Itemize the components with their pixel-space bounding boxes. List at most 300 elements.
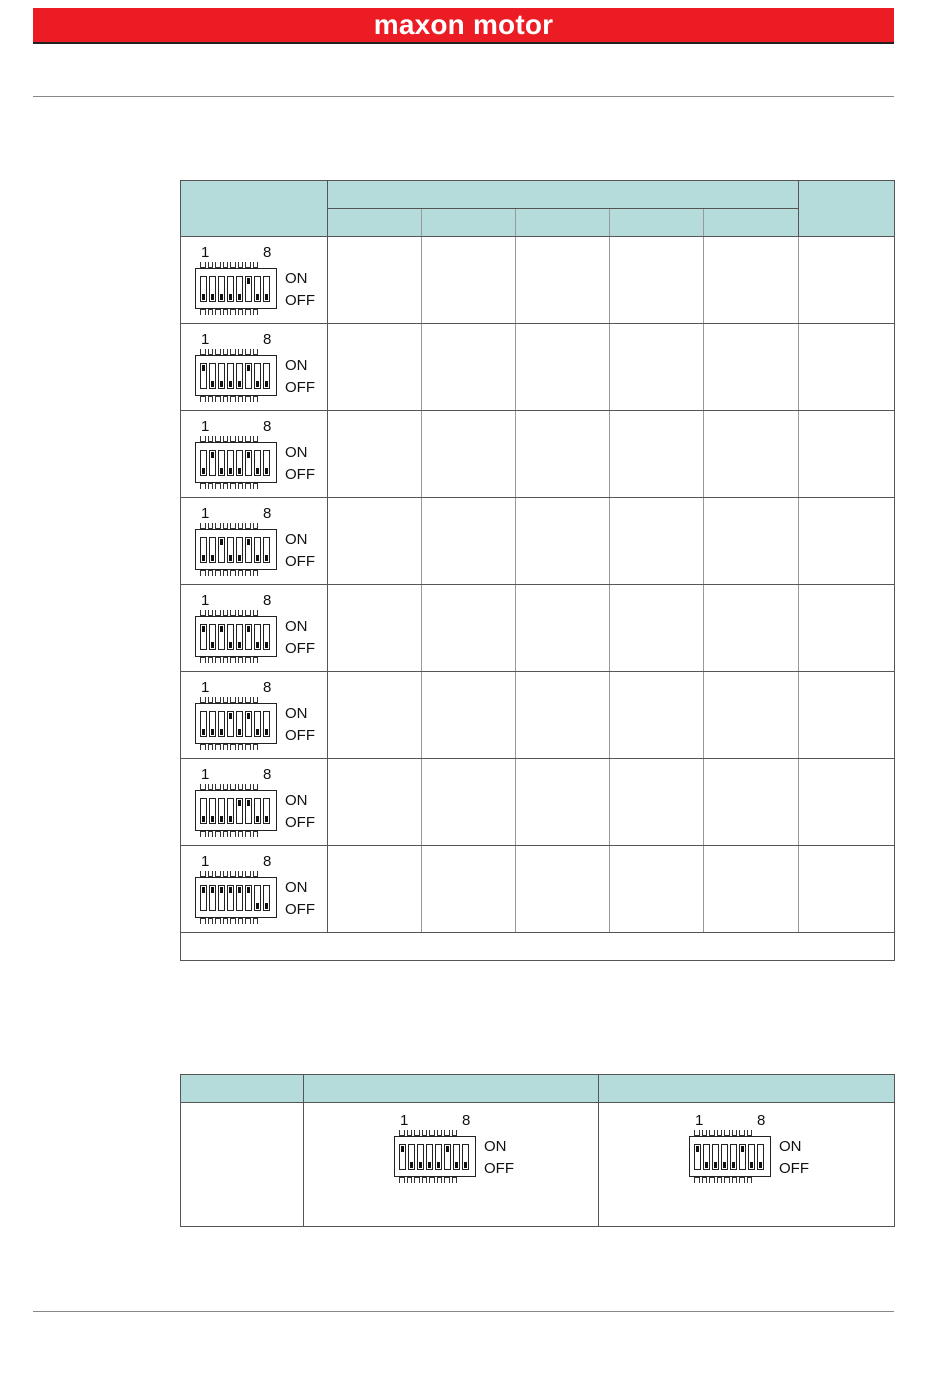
table-cell <box>328 759 422 846</box>
pin <box>245 918 251 924</box>
pin <box>223 309 229 315</box>
switch-8 <box>263 624 270 650</box>
switch-knob-off <box>265 729 268 735</box>
switch-number-last: 8 <box>757 1112 766 1129</box>
switch-1 <box>200 711 207 737</box>
pin <box>399 1177 405 1183</box>
footer-divider <box>33 1311 894 1312</box>
off-label: OFF <box>285 292 315 309</box>
switch-knob-off <box>229 294 232 300</box>
switch-5 <box>435 1144 442 1170</box>
switch-2 <box>209 276 216 302</box>
switch-knob-off <box>265 903 268 909</box>
pin <box>230 483 236 489</box>
switch-4 <box>227 885 234 911</box>
pin <box>253 309 259 315</box>
pin <box>215 918 221 924</box>
pins-bottom <box>200 831 276 837</box>
pin <box>230 744 236 750</box>
table-cell <box>799 585 895 672</box>
switch-knob-off <box>229 381 232 387</box>
dip-switch-table-2 <box>180 1074 895 1227</box>
switch-7 <box>254 798 261 824</box>
switch-knob-off <box>202 816 205 822</box>
switch-knob-on <box>229 713 232 719</box>
table-cell <box>422 759 516 846</box>
table-row <box>181 672 895 759</box>
brand-header <box>33 8 894 44</box>
switch-knob-off <box>265 816 268 822</box>
switch-knob-off <box>265 294 268 300</box>
table-cell <box>704 237 799 324</box>
table-cell <box>610 324 704 411</box>
pin <box>230 831 236 837</box>
table-footer-row <box>181 933 895 961</box>
switch-number-first: 1 <box>201 244 210 261</box>
table-row <box>181 498 895 585</box>
pin <box>215 831 221 837</box>
pin <box>200 309 206 315</box>
switch-knob-off <box>455 1162 458 1168</box>
switch-2 <box>209 798 216 824</box>
table-row <box>181 585 895 672</box>
switch-4 <box>426 1144 433 1170</box>
table-cell <box>799 672 895 759</box>
switch-knob-off <box>238 642 241 648</box>
dip-switch-body <box>195 703 277 744</box>
table-cell <box>799 498 895 585</box>
switch-knob-on <box>229 887 232 893</box>
on-label: ON <box>285 444 308 461</box>
switch-3 <box>218 711 225 737</box>
pin <box>238 831 244 837</box>
switch-7 <box>254 885 261 911</box>
off-label: OFF <box>285 553 315 570</box>
switch-5 <box>236 624 243 650</box>
switch-2 <box>703 1144 710 1170</box>
dip-switch <box>193 854 323 928</box>
switch-knob-off <box>714 1162 717 1168</box>
header-cell <box>304 1075 599 1103</box>
switch-knob-off <box>419 1162 422 1168</box>
switch-knob-on <box>220 887 223 893</box>
switch-5 <box>236 711 243 737</box>
switch-knob-off <box>410 1162 413 1168</box>
table-cell <box>704 846 799 933</box>
switch-6 <box>444 1144 451 1170</box>
pin <box>709 1177 715 1183</box>
table-cell <box>704 324 799 411</box>
table-cell <box>704 672 799 759</box>
table-cell <box>422 585 516 672</box>
switch-4 <box>721 1144 728 1170</box>
switch-knob-off <box>202 294 205 300</box>
dip-switch-body <box>689 1136 771 1177</box>
switch-3 <box>218 537 225 563</box>
switch-5 <box>236 798 243 824</box>
table-cell <box>704 585 799 672</box>
on-label: ON <box>484 1138 507 1155</box>
switch-knob-off <box>256 555 259 561</box>
header-cell <box>599 1075 895 1103</box>
switch-8 <box>757 1144 764 1170</box>
switch-knob-off <box>202 468 205 474</box>
off-label: OFF <box>285 814 315 831</box>
table-cell <box>516 846 610 933</box>
header-cell-group <box>328 181 799 209</box>
switch-5 <box>236 450 243 476</box>
switch-knob-off <box>229 555 232 561</box>
switch-knob-off <box>238 468 241 474</box>
header-cell <box>181 1075 304 1103</box>
switch-knob-off <box>220 729 223 735</box>
switch-knob-on <box>202 626 205 632</box>
pin <box>238 657 244 663</box>
table-cell <box>422 846 516 933</box>
table-cell <box>610 411 704 498</box>
off-label: OFF <box>779 1160 809 1177</box>
switch-5 <box>236 537 243 563</box>
switch-knob-off <box>220 816 223 822</box>
pin <box>208 309 214 315</box>
pin <box>724 1177 730 1183</box>
pin <box>238 396 244 402</box>
switch-knob-on <box>238 800 241 806</box>
pin <box>215 657 221 663</box>
switch-3 <box>417 1144 424 1170</box>
table-row <box>181 237 895 324</box>
switch-4 <box>227 537 234 563</box>
switch-3 <box>218 885 225 911</box>
off-label: OFF <box>285 640 315 657</box>
pin <box>238 570 244 576</box>
on-label: ON <box>285 270 308 287</box>
switch-cell <box>181 672 328 759</box>
table-cell <box>704 759 799 846</box>
switch-3 <box>218 798 225 824</box>
switch-knob-on <box>446 1146 449 1152</box>
dip-switch <box>193 419 323 493</box>
switch-knob-off <box>759 1162 762 1168</box>
pin <box>245 396 251 402</box>
pin <box>215 309 221 315</box>
switch-4 <box>227 798 234 824</box>
pin <box>223 657 229 663</box>
switch-knob-off <box>464 1162 467 1168</box>
switch-knob-off <box>705 1162 708 1168</box>
pin <box>414 1177 420 1183</box>
switch-7 <box>254 276 261 302</box>
pin <box>238 744 244 750</box>
switch-knob-off <box>211 294 214 300</box>
pins-bottom <box>200 744 276 750</box>
switch-knob-off <box>229 468 232 474</box>
switch-knob-off <box>256 468 259 474</box>
pin <box>437 1177 443 1183</box>
switch-cell <box>181 237 328 324</box>
pin <box>200 831 206 837</box>
pin <box>452 1177 458 1183</box>
switch-8 <box>263 798 270 824</box>
switch-6 <box>245 450 252 476</box>
switch-knob-off <box>211 555 214 561</box>
switch-1 <box>200 450 207 476</box>
pin <box>208 483 214 489</box>
pin <box>732 1177 738 1183</box>
switch-knob-off <box>265 381 268 387</box>
table-row <box>181 411 895 498</box>
table-cell <box>422 324 516 411</box>
switch-1 <box>200 276 207 302</box>
table-footer-cell <box>181 933 895 961</box>
pin <box>245 570 251 576</box>
switch-4 <box>227 363 234 389</box>
pin <box>238 483 244 489</box>
switch-knob-off <box>202 729 205 735</box>
switch-number-first: 1 <box>201 679 210 696</box>
dip-switch-body <box>195 355 277 396</box>
off-label: OFF <box>285 379 315 396</box>
switch-knob-on <box>247 713 250 719</box>
switch-cell <box>181 585 328 672</box>
switch-knob-on <box>211 452 214 458</box>
switch-4 <box>227 624 234 650</box>
switch-7 <box>254 363 261 389</box>
pin <box>208 570 214 576</box>
pin <box>223 483 229 489</box>
pin <box>429 1177 435 1183</box>
switch-2 <box>209 711 216 737</box>
dip-switch <box>392 1113 522 1187</box>
pins-bottom <box>694 1177 770 1183</box>
pin <box>253 396 259 402</box>
switch-1 <box>694 1144 701 1170</box>
switch-cell <box>181 411 328 498</box>
switch-3 <box>218 450 225 476</box>
pins-bottom <box>200 570 276 576</box>
header-subcell <box>328 209 422 237</box>
switch-cell <box>181 498 328 585</box>
pin <box>208 831 214 837</box>
switch-knob-off <box>229 816 232 822</box>
switch-knob-on <box>211 887 214 893</box>
switch-knob-off <box>750 1162 753 1168</box>
switch-7 <box>254 624 261 650</box>
brand-logo: maxon motor <box>373 9 554 40</box>
pin <box>215 483 221 489</box>
on-label: ON <box>779 1138 802 1155</box>
header-subcell <box>610 209 704 237</box>
pin <box>200 657 206 663</box>
switch-knob-on <box>247 278 250 284</box>
header-cell-switch <box>181 181 328 237</box>
pin <box>245 657 251 663</box>
header-subcell <box>516 209 610 237</box>
switch-knob-on <box>247 800 250 806</box>
pin <box>407 1177 413 1183</box>
switch-7 <box>254 450 261 476</box>
switch-knob-off <box>723 1162 726 1168</box>
switch-knob-off <box>211 729 214 735</box>
switch-1 <box>200 798 207 824</box>
switch-7 <box>254 537 261 563</box>
header-divider <box>33 96 894 97</box>
dip-switch-body <box>394 1136 476 1177</box>
header-subcell <box>704 209 799 237</box>
switch-knob-on <box>220 539 223 545</box>
pin <box>717 1177 723 1183</box>
dip-switch <box>193 245 323 319</box>
switch-knob-on <box>247 539 250 545</box>
pin <box>200 918 206 924</box>
switch-knob-on <box>202 887 205 893</box>
pin <box>230 918 236 924</box>
switch-cell <box>181 324 328 411</box>
switch-knob-on <box>401 1146 404 1152</box>
switch-8 <box>263 450 270 476</box>
switch-8 <box>263 711 270 737</box>
table-cell <box>516 411 610 498</box>
pin <box>245 744 251 750</box>
switch-knob-off <box>238 555 241 561</box>
pin <box>200 570 206 576</box>
table-cell <box>799 324 895 411</box>
switch-8 <box>462 1144 469 1170</box>
table-row <box>181 846 895 933</box>
table-cell <box>422 411 516 498</box>
switch-knob-off <box>238 381 241 387</box>
switch-2 <box>209 450 216 476</box>
switch-number-first: 1 <box>201 592 210 609</box>
switch-knob-on <box>741 1146 744 1152</box>
table-cell <box>516 498 610 585</box>
table-cell <box>799 411 895 498</box>
pin <box>223 918 229 924</box>
switch-knob-off <box>428 1162 431 1168</box>
switch-knob-off <box>256 381 259 387</box>
pins-bottom <box>200 396 276 402</box>
pin <box>694 1177 700 1183</box>
dip-switch <box>193 767 323 841</box>
switch-cell <box>181 846 328 933</box>
table-cell <box>422 498 516 585</box>
dip-switch-table <box>180 180 895 961</box>
table-cell <box>422 237 516 324</box>
switch-knob-on <box>238 887 241 893</box>
on-label: ON <box>285 357 308 374</box>
header-cell-last <box>799 181 895 237</box>
switch-knob-off <box>238 294 241 300</box>
on-label: ON <box>285 705 308 722</box>
switch-3 <box>218 363 225 389</box>
dip-switch <box>193 680 323 754</box>
table-cell <box>610 759 704 846</box>
switch-number-first: 1 <box>201 853 210 870</box>
pin <box>200 396 206 402</box>
pin <box>253 657 259 663</box>
pins-bottom <box>399 1177 475 1183</box>
dip-switch-body <box>195 616 277 657</box>
dip-switch <box>193 332 323 406</box>
pin <box>422 1177 428 1183</box>
table-cell <box>422 672 516 759</box>
switch-1 <box>200 363 207 389</box>
switch-number-first: 1 <box>695 1112 704 1129</box>
switch-1 <box>200 885 207 911</box>
switch-number-first: 1 <box>201 766 210 783</box>
switch-8 <box>263 537 270 563</box>
switch-7 <box>254 711 261 737</box>
switch-6 <box>245 885 252 911</box>
switch-knob-off <box>732 1162 735 1168</box>
on-label: ON <box>285 792 308 809</box>
pin <box>253 744 259 750</box>
pin <box>223 570 229 576</box>
pins-bottom <box>200 657 276 663</box>
off-label: OFF <box>484 1160 514 1177</box>
table-cell <box>799 237 895 324</box>
switch-knob-off <box>265 555 268 561</box>
pin <box>208 744 214 750</box>
switch-knob-off <box>229 642 232 648</box>
switch-6 <box>245 537 252 563</box>
switch-5 <box>236 363 243 389</box>
pin <box>223 744 229 750</box>
table-cell <box>328 585 422 672</box>
table-cell <box>516 672 610 759</box>
switch-knob-off <box>256 903 259 909</box>
pins-bottom <box>200 483 276 489</box>
switch-knob-off <box>265 642 268 648</box>
table-cell <box>304 1103 599 1227</box>
pin <box>253 831 259 837</box>
table-cell <box>328 237 422 324</box>
table-cell <box>328 411 422 498</box>
switch-1 <box>200 537 207 563</box>
table-cell <box>799 759 895 846</box>
table-cell <box>610 237 704 324</box>
pin <box>230 570 236 576</box>
table-cell <box>610 585 704 672</box>
pin <box>223 831 229 837</box>
switch-number-last: 8 <box>263 766 272 783</box>
pin <box>739 1177 745 1183</box>
switch-knob-off <box>238 729 241 735</box>
switch-2 <box>209 624 216 650</box>
switch-knob-on <box>247 626 250 632</box>
on-label: ON <box>285 618 308 635</box>
pin <box>200 744 206 750</box>
dip-switch-body <box>195 268 277 309</box>
dip-switch <box>193 593 323 667</box>
switch-2 <box>209 363 216 389</box>
pin <box>215 744 221 750</box>
switch-number-last: 8 <box>263 244 272 261</box>
switch-4 <box>227 450 234 476</box>
pin <box>245 309 251 315</box>
switch-8 <box>263 363 270 389</box>
switch-knob-off <box>211 816 214 822</box>
table-cell <box>704 498 799 585</box>
table-row <box>181 759 895 846</box>
switch-knob-off <box>211 642 214 648</box>
switch-1 <box>200 624 207 650</box>
pins-bottom <box>200 309 276 315</box>
switch-5 <box>236 885 243 911</box>
table-cell <box>704 411 799 498</box>
switch-6 <box>245 276 252 302</box>
switch-knob-on <box>247 365 250 371</box>
